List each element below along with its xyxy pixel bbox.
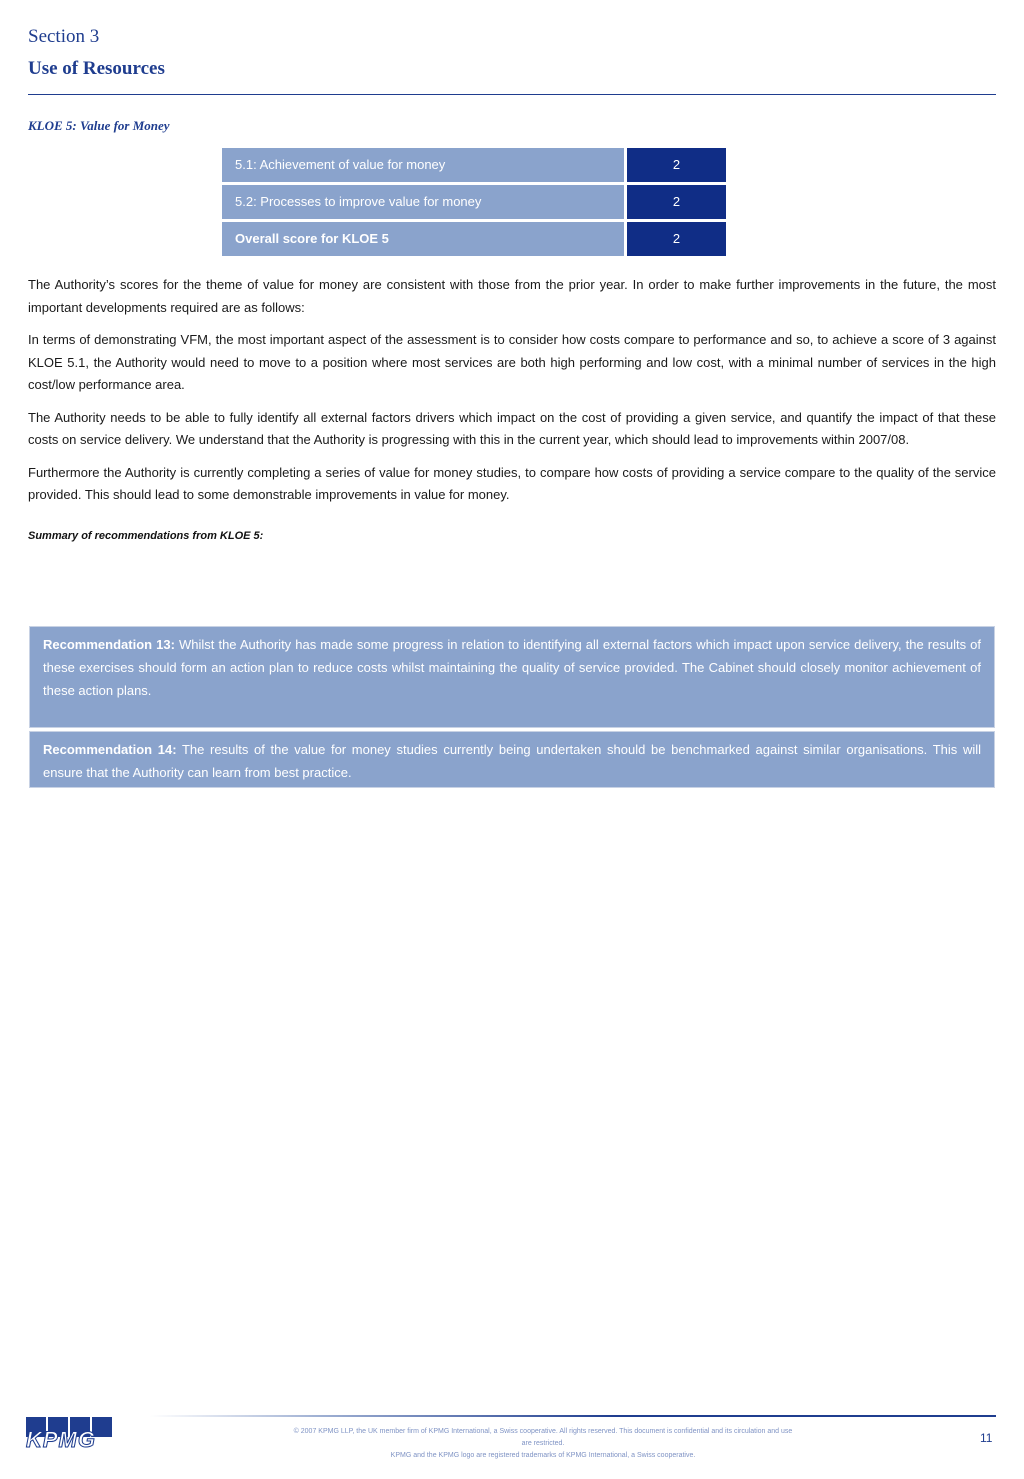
footer-divider [150, 1415, 996, 1417]
logo-wordmark: KPMG [26, 1427, 96, 1452]
body-paragraph: The Authority needs to be able to fully identify all external factors drivers which impact on the cost of providing a given service, and quantify the impact of that these costs on service delivery. We understand that the Authority is progressing with this in the current year, which should lead to improvements within 2007/08. [28, 409, 996, 447]
overall-score-row [222, 222, 726, 256]
body-paragraph: In terms of demonstrating VFM, the most important aspect of the assessment is to consider how costs compare to performance and so, to achieve a score of 3 against KLOE 5.1, the Authority would need to move to a position where most services are both high performing and low cost, with a minimal number of services in the high cost/low performance area. [28, 332, 996, 392]
page-number: 11 [980, 1431, 993, 1445]
overall-score-value: 2 [627, 222, 726, 256]
score-table [222, 148, 726, 259]
recommendation-box-13 [29, 626, 995, 728]
score-label: 5.2: Processes to improve value for money [222, 185, 624, 219]
overall-score-label: Overall score for KLOE 5 [222, 222, 624, 256]
recommendation-label: Recommendation 14: [43, 742, 177, 757]
body-paragraph: Furthermore the Authority is currently completing a series of value for money studies, to compare how costs of providing a service compare to the quality of the service provided. This should lead to some demonstrable improvements in value for money. [28, 464, 996, 502]
recommendation-text: The results of the value for money studies currently being undertaken should be benchmarked against similar organisations. This will ensure that the Authority can learn from best practice. [43, 742, 981, 780]
section-title: Use of Resources [28, 58, 165, 79]
score-value: 2 [627, 185, 726, 219]
body-text [28, 274, 996, 517]
summary-heading: Summary of recommendations from KLOE 5: [28, 530, 264, 542]
score-label: 5.1: Achievement of value for money [222, 148, 624, 182]
legal-line: © 2007 KPMG LLP, the UK member firm of KPMG International, a Swiss cooperative. All rights reserved. This document is confidential and its circulation and use [293, 1428, 793, 1435]
score-row [222, 185, 726, 219]
footer-legal [258, 1426, 828, 1462]
score-value: 2 [627, 148, 726, 182]
kloe-heading: KLOE 5: Value for Money [28, 118, 170, 133]
recommendation-text: Whilst the Authority has made some progress in relation to identifying all external factors which impact upon service delivery, the results of these exercises should form an action plan to reduce costs whilst maintaining the quality of service provided. The Cabinet should closely monitor achievement of these action plans. [43, 637, 981, 698]
legal-line: are restricted. [521, 1440, 565, 1447]
recommendation-box-14 [29, 731, 995, 788]
header-divider [28, 94, 996, 95]
kpmg-logo [26, 1417, 112, 1452]
score-row [222, 148, 726, 182]
recommendation-label: Recommendation 13: [43, 637, 175, 652]
legal-line: KPMG and the KPMG logo are registered trademarks of KPMG International, a Swiss cooperative. [390, 1452, 696, 1459]
section-label: Section 3 [28, 26, 100, 47]
body-paragraph: The Authority’s scores for the theme of value for money are consistent with those from the prior year. In order to make further improvements in the future, the most important developments required are as follows: [28, 277, 996, 315]
